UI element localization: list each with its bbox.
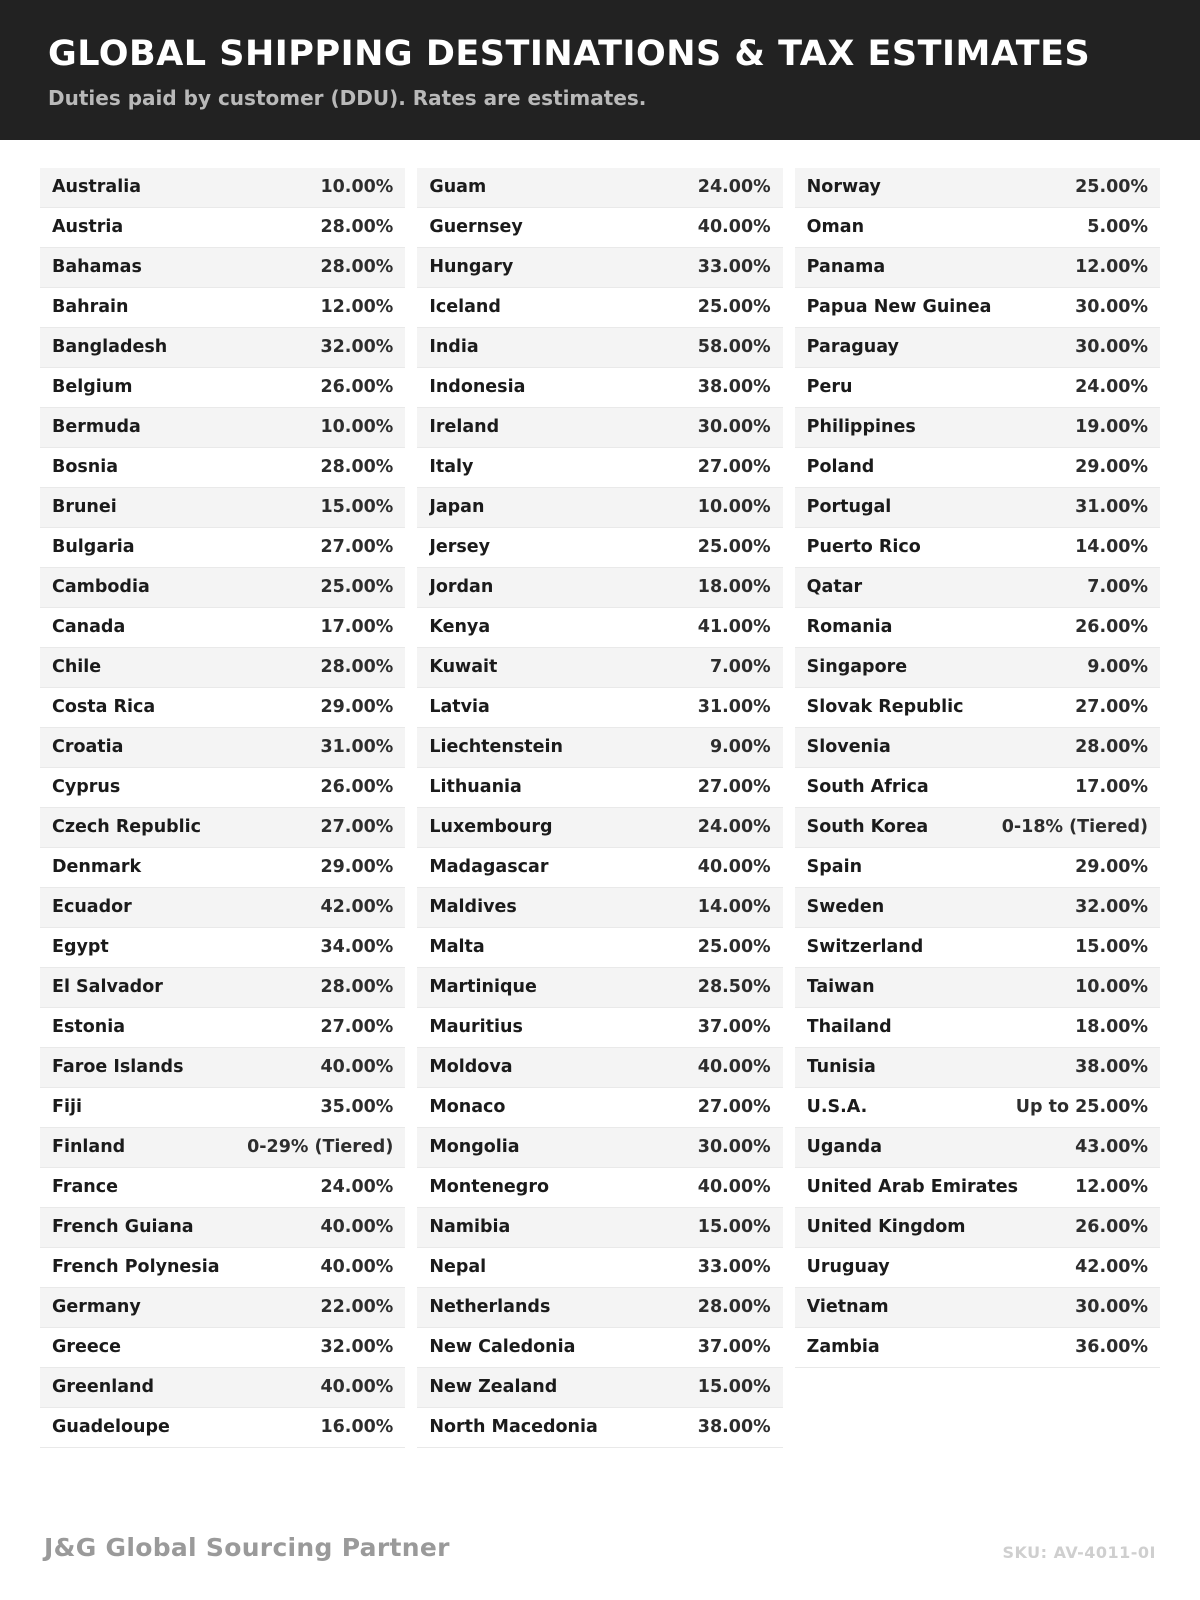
table-row: [40, 888, 405, 928]
table-row: [40, 1368, 405, 1408]
table-row: [417, 648, 782, 688]
tax-rate-value: 40.00%: [320, 1377, 394, 1398]
tax-rate-value: 0-18% (Tiered): [1001, 817, 1148, 838]
country-name: Mauritius: [429, 1017, 523, 1038]
table-row: [795, 808, 1160, 848]
page-footer: [0, 1513, 1200, 1600]
tax-rate-value: 10.00%: [697, 497, 771, 518]
rates-columns: [40, 168, 1160, 1448]
tax-rate-value: 28.00%: [320, 257, 394, 278]
page-title: GLOBAL SHIPPING DESTINATIONS & TAX ESTIMATES: [48, 34, 1091, 74]
country-name: Singapore: [806, 657, 908, 678]
country-name: Philippines: [806, 417, 916, 438]
tax-rate-value: 40.00%: [697, 1177, 771, 1198]
tax-rate-value: 25.00%: [697, 537, 771, 558]
tax-rate-value: 32.00%: [320, 1337, 394, 1358]
tax-rate-value: 26.00%: [320, 377, 394, 398]
table-row: [417, 1128, 782, 1168]
tax-rate-value: 16.00%: [320, 1417, 394, 1438]
tax-rate-value: 33.00%: [697, 257, 771, 278]
country-name: New Zealand: [429, 1377, 558, 1398]
table-row: [417, 928, 782, 968]
country-name: Jordan: [429, 577, 494, 598]
table-row: [417, 1408, 782, 1448]
tax-rate-value: 10.00%: [320, 177, 394, 198]
table-row: [40, 448, 405, 488]
tax-rate-value: 28.00%: [320, 657, 394, 678]
tax-rate-value: 41.00%: [697, 617, 771, 638]
country-name: Puerto Rico: [806, 537, 921, 558]
table-row: [40, 1288, 405, 1328]
tax-rate-value: 29.00%: [320, 857, 394, 878]
tax-rate-value: 30.00%: [697, 417, 771, 438]
tax-rate-value: 19.00%: [1075, 417, 1148, 438]
country-name: Slovenia: [806, 737, 891, 758]
country-name: Italy: [429, 457, 474, 478]
table-row: [795, 968, 1160, 1008]
table-row: [795, 408, 1160, 448]
country-name: Liechtenstein: [429, 737, 563, 758]
tax-rate-value: 30.00%: [1075, 1297, 1148, 1318]
table-row: [795, 168, 1160, 208]
table-row: [795, 288, 1160, 328]
tax-rate-value: 37.00%: [697, 1337, 771, 1358]
table-row: [40, 248, 405, 288]
tax-rate-value: 42.00%: [1075, 1257, 1148, 1278]
country-name: Martinique: [429, 977, 537, 998]
country-name: Ecuador: [52, 897, 132, 918]
tax-rate-value: 25.00%: [1075, 177, 1148, 198]
tax-rate-value: 24.00%: [1075, 377, 1148, 398]
tax-rate-value: 15.00%: [697, 1217, 771, 1238]
table-row: [795, 1208, 1160, 1248]
country-name: India: [429, 337, 479, 358]
table-row: [417, 728, 782, 768]
table-row: [795, 768, 1160, 808]
tax-rate-value: 15.00%: [320, 497, 394, 518]
tax-rate-value: 18.00%: [697, 577, 771, 598]
table-row: [417, 528, 782, 568]
country-name: Bulgaria: [52, 537, 135, 558]
table-row: [40, 608, 405, 648]
tax-rate-value: 31.00%: [697, 697, 771, 718]
table-row: [417, 328, 782, 368]
tax-rate-value: 31.00%: [1075, 497, 1148, 518]
table-row: [795, 1168, 1160, 1208]
table-row: [40, 488, 405, 528]
country-name: Guadeloupe: [52, 1417, 170, 1438]
country-name: French Polynesia: [52, 1257, 220, 1278]
tax-rate-value: 18.00%: [1075, 1017, 1148, 1038]
table-row: [40, 728, 405, 768]
footer-brand: J&G Global Sourcing Partner: [44, 1533, 450, 1562]
tax-rate-value: 12.00%: [1075, 1177, 1148, 1198]
country-name: Fiji: [52, 1097, 82, 1118]
table-row: [795, 848, 1160, 888]
tax-rate-value: 36.00%: [1075, 1337, 1148, 1358]
table-row: [417, 608, 782, 648]
table-row: [795, 568, 1160, 608]
table-row: [40, 288, 405, 328]
tax-rate-value: 15.00%: [1075, 937, 1148, 958]
table-row: [795, 1288, 1160, 1328]
tax-rate-value: 25.00%: [697, 937, 771, 958]
tax-rate-value: 28.00%: [320, 457, 394, 478]
country-name: Australia: [52, 177, 142, 198]
country-name: Jersey: [429, 537, 491, 558]
tax-rate-value: 24.00%: [697, 177, 771, 198]
country-name: Germany: [52, 1297, 141, 1318]
country-name: Maldives: [429, 897, 517, 918]
country-name: United Arab Emirates: [806, 1177, 1019, 1198]
table-row: [417, 488, 782, 528]
table-row: [40, 328, 405, 368]
tax-rate-value: 26.00%: [320, 777, 394, 798]
table-row: [417, 448, 782, 488]
country-name: Thailand: [806, 1017, 892, 1038]
country-name: Norway: [806, 177, 881, 198]
country-name: Belgium: [52, 377, 133, 398]
table-row: [795, 928, 1160, 968]
table-row: [40, 528, 405, 568]
tax-rate-value: 28.00%: [320, 217, 394, 238]
table-row: [40, 968, 405, 1008]
table-row: [795, 528, 1160, 568]
tax-rate-value: 28.00%: [697, 1297, 771, 1318]
country-name: Taiwan: [806, 977, 875, 998]
country-name: Uruguay: [806, 1257, 890, 1278]
country-name: French Guiana: [52, 1217, 194, 1238]
table-row: [417, 168, 782, 208]
table-row: [795, 1008, 1160, 1048]
country-name: Peru: [806, 377, 853, 398]
table-row: [795, 1328, 1160, 1368]
table-row: [40, 1408, 405, 1448]
tax-rate-value: 33.00%: [697, 1257, 771, 1278]
table-row: [417, 848, 782, 888]
table-row: [40, 408, 405, 448]
tax-rate-value: 26.00%: [1075, 617, 1148, 638]
country-name: Bermuda: [52, 417, 141, 438]
tax-rate-value: 40.00%: [320, 1057, 394, 1078]
tax-rate-value: 26.00%: [1075, 1217, 1148, 1238]
country-name: Japan: [429, 497, 485, 518]
table-row: [417, 1248, 782, 1288]
country-name: Switzerland: [806, 937, 924, 958]
tax-rate-value: 34.00%: [320, 937, 394, 958]
country-name: Zambia: [806, 1337, 880, 1358]
tax-rate-value: 30.00%: [697, 1137, 771, 1158]
country-name: Latvia: [429, 697, 490, 718]
country-name: South Africa: [806, 777, 929, 798]
tax-rate-value: 27.00%: [320, 817, 394, 838]
country-name: Bahrain: [52, 297, 129, 318]
country-name: Luxembourg: [429, 817, 553, 838]
table-row: [40, 848, 405, 888]
table-row: [40, 1168, 405, 1208]
tax-rate-value: 27.00%: [320, 1017, 394, 1038]
table-row: [417, 968, 782, 1008]
country-name: Oman: [806, 217, 865, 238]
table-row: [795, 1248, 1160, 1288]
country-name: Monaco: [429, 1097, 506, 1118]
tax-rate-value: 9.00%: [1087, 657, 1148, 678]
table-row: [417, 1208, 782, 1248]
table-row: [417, 568, 782, 608]
tax-rate-value: 42.00%: [320, 897, 394, 918]
tax-rate-value: 40.00%: [320, 1257, 394, 1278]
table-row: [417, 768, 782, 808]
country-name: Kenya: [429, 617, 491, 638]
country-name: Vietnam: [806, 1297, 889, 1318]
tax-rate-value: 5.00%: [1087, 217, 1148, 238]
country-name: Qatar: [806, 577, 863, 598]
table-row: [795, 1128, 1160, 1168]
country-name: Egypt: [52, 937, 109, 958]
table-row: [417, 808, 782, 848]
country-name: Uganda: [806, 1137, 882, 1158]
tax-rate-value: 58.00%: [697, 337, 771, 358]
tax-rate-value: 15.00%: [697, 1377, 771, 1398]
table-row: [795, 248, 1160, 288]
rates-column: [40, 168, 405, 1448]
country-name: Faroe Islands: [52, 1057, 184, 1078]
country-name: Greenland: [52, 1377, 154, 1398]
table-row: [40, 1088, 405, 1128]
table-row: [40, 1128, 405, 1168]
tax-rate-value: 17.00%: [1075, 777, 1148, 798]
country-name: Namibia: [429, 1217, 511, 1238]
country-name: Cyprus: [52, 777, 121, 798]
country-name: Canada: [52, 617, 126, 638]
page-subtitle: Duties paid by customer (DDU). Rates are estimates.: [48, 86, 647, 111]
tax-rate-value: 43.00%: [1075, 1137, 1148, 1158]
table-row: [40, 1208, 405, 1248]
table-row: [417, 1048, 782, 1088]
table-row: [417, 688, 782, 728]
country-name: Finland: [52, 1137, 126, 1158]
table-row: [40, 1328, 405, 1368]
tax-rate-value: 28.00%: [1075, 737, 1148, 758]
country-name: Poland: [806, 457, 875, 478]
tax-rate-value: 38.00%: [697, 377, 771, 398]
table-row: [795, 1088, 1160, 1128]
tax-rate-value: 24.00%: [697, 817, 771, 838]
table-row: [795, 888, 1160, 928]
table-row: [417, 208, 782, 248]
country-name: Brunei: [52, 497, 117, 518]
country-name: Slovak Republic: [806, 697, 964, 718]
country-name: Costa Rica: [52, 697, 156, 718]
country-name: Iceland: [429, 297, 501, 318]
tax-rate-value: 27.00%: [320, 537, 394, 558]
country-name: Chile: [52, 657, 102, 678]
country-name: Indonesia: [429, 377, 526, 398]
tax-rate-value: 27.00%: [697, 777, 771, 798]
table-row: [417, 888, 782, 928]
country-name: New Caledonia: [429, 1337, 576, 1358]
table-row: [40, 1048, 405, 1088]
tax-rate-value: 27.00%: [697, 457, 771, 478]
tax-rate-value: 28.00%: [320, 977, 394, 998]
table-row: [40, 768, 405, 808]
tax-rate-value: 40.00%: [697, 217, 771, 238]
tax-rate-value: 25.00%: [320, 577, 394, 598]
country-name: Mongolia: [429, 1137, 520, 1158]
country-name: Panama: [806, 257, 886, 278]
country-name: Montenegro: [429, 1177, 549, 1198]
table-row: [417, 408, 782, 448]
country-name: North Macedonia: [429, 1417, 598, 1438]
page-header: [0, 0, 1200, 140]
table-row: [795, 368, 1160, 408]
table-row: [417, 1088, 782, 1128]
country-name: Netherlands: [429, 1297, 551, 1318]
rates-content: [0, 140, 1200, 1513]
tax-rate-value: 29.00%: [1075, 457, 1148, 478]
country-name: Nepal: [429, 1257, 487, 1278]
rates-column: [795, 168, 1160, 1368]
tax-rate-value: 14.00%: [1075, 537, 1148, 558]
country-name: Romania: [806, 617, 893, 638]
tax-rate-value: 31.00%: [320, 737, 394, 758]
country-name: Lithuania: [429, 777, 522, 798]
country-name: Madagascar: [429, 857, 549, 878]
tax-rate-value: 7.00%: [709, 657, 771, 678]
country-name: Paraguay: [806, 337, 899, 358]
table-row: [417, 1168, 782, 1208]
rates-column: [417, 168, 782, 1448]
country-name: Spain: [806, 857, 863, 878]
tax-rate-value: 30.00%: [1075, 337, 1148, 358]
country-name: Kuwait: [429, 657, 498, 678]
tax-rate-value: 29.00%: [320, 697, 394, 718]
country-name: Moldova: [429, 1057, 513, 1078]
country-name: Denmark: [52, 857, 142, 878]
tax-rate-value: 12.00%: [320, 297, 394, 318]
table-row: [40, 568, 405, 608]
table-row: [795, 728, 1160, 768]
tax-rate-value: 24.00%: [320, 1177, 394, 1198]
country-name: Austria: [52, 217, 124, 238]
table-row: [40, 688, 405, 728]
table-row: [417, 1288, 782, 1328]
tax-rate-value: 12.00%: [1075, 257, 1148, 278]
tax-rate-value: 22.00%: [320, 1297, 394, 1318]
table-row: [795, 1048, 1160, 1088]
country-name: Guernsey: [429, 217, 523, 238]
table-row: [417, 248, 782, 288]
tax-rate-value: 0-29% (Tiered): [247, 1137, 394, 1158]
tax-rate-value: 25.00%: [697, 297, 771, 318]
country-name: Portugal: [806, 497, 892, 518]
tax-rate-value: 29.00%: [1075, 857, 1148, 878]
country-name: Tunisia: [806, 1057, 876, 1078]
table-row: [795, 448, 1160, 488]
country-name: Sweden: [806, 897, 885, 918]
table-row: [795, 208, 1160, 248]
table-row: [417, 1368, 782, 1408]
country-name: Bangladesh: [52, 337, 168, 358]
tax-rate-value: 30.00%: [1075, 297, 1148, 318]
table-row: [40, 368, 405, 408]
country-name: Bahamas: [52, 257, 142, 278]
tax-rate-value: 7.00%: [1087, 577, 1148, 598]
table-row: [417, 288, 782, 328]
country-name: Hungary: [429, 257, 514, 278]
tax-rate-value: 17.00%: [320, 617, 394, 638]
table-row: [40, 1008, 405, 1048]
tax-rate-value: 9.00%: [709, 737, 771, 758]
table-row: [40, 168, 405, 208]
tax-rate-value: 40.00%: [697, 857, 771, 878]
country-name: France: [52, 1177, 118, 1198]
table-row: [40, 808, 405, 848]
table-row: [795, 328, 1160, 368]
table-row: [417, 1328, 782, 1368]
country-name: Greece: [52, 1337, 121, 1358]
tax-rate-value: 28.50%: [697, 977, 771, 998]
country-name: Guam: [429, 177, 487, 198]
tax-rate-value: 32.00%: [320, 337, 394, 358]
country-name: South Korea: [806, 817, 929, 838]
tax-rate-value: Up to 25.00%: [1015, 1097, 1148, 1118]
tax-rate-value: 37.00%: [697, 1017, 771, 1038]
footer-sku: SKU: AV-4011-0I: [1002, 1543, 1156, 1562]
table-row: [795, 648, 1160, 688]
tax-rate-value: 27.00%: [697, 1097, 771, 1118]
tax-rate-value: 32.00%: [1075, 897, 1148, 918]
tax-rate-value: 35.00%: [320, 1097, 394, 1118]
tax-rate-value: 10.00%: [1075, 977, 1148, 998]
country-name: Malta: [429, 937, 485, 958]
table-row: [40, 1248, 405, 1288]
country-name: Papua New Guinea: [806, 297, 992, 318]
tax-rate-value: 38.00%: [1075, 1057, 1148, 1078]
country-name: Croatia: [52, 737, 124, 758]
table-row: [417, 368, 782, 408]
table-row: [417, 1008, 782, 1048]
country-name: Ireland: [429, 417, 500, 438]
table-row: [795, 608, 1160, 648]
country-name: U.S.A.: [806, 1097, 868, 1118]
table-row: [40, 928, 405, 968]
country-name: Czech Republic: [52, 817, 202, 838]
tax-rate-value: 14.00%: [697, 897, 771, 918]
country-name: United Kingdom: [806, 1217, 966, 1238]
country-name: El Salvador: [52, 977, 163, 998]
country-name: Cambodia: [52, 577, 150, 598]
tax-rate-value: 40.00%: [697, 1057, 771, 1078]
table-row: [40, 648, 405, 688]
table-row: [40, 208, 405, 248]
country-name: Bosnia: [52, 457, 119, 478]
table-row: [795, 488, 1160, 528]
tax-rate-value: 10.00%: [320, 417, 394, 438]
country-name: Estonia: [52, 1017, 126, 1038]
tax-rate-value: 27.00%: [1075, 697, 1148, 718]
table-row: [795, 688, 1160, 728]
tax-rate-value: 38.00%: [697, 1417, 771, 1438]
tax-rate-value: 40.00%: [320, 1217, 394, 1238]
